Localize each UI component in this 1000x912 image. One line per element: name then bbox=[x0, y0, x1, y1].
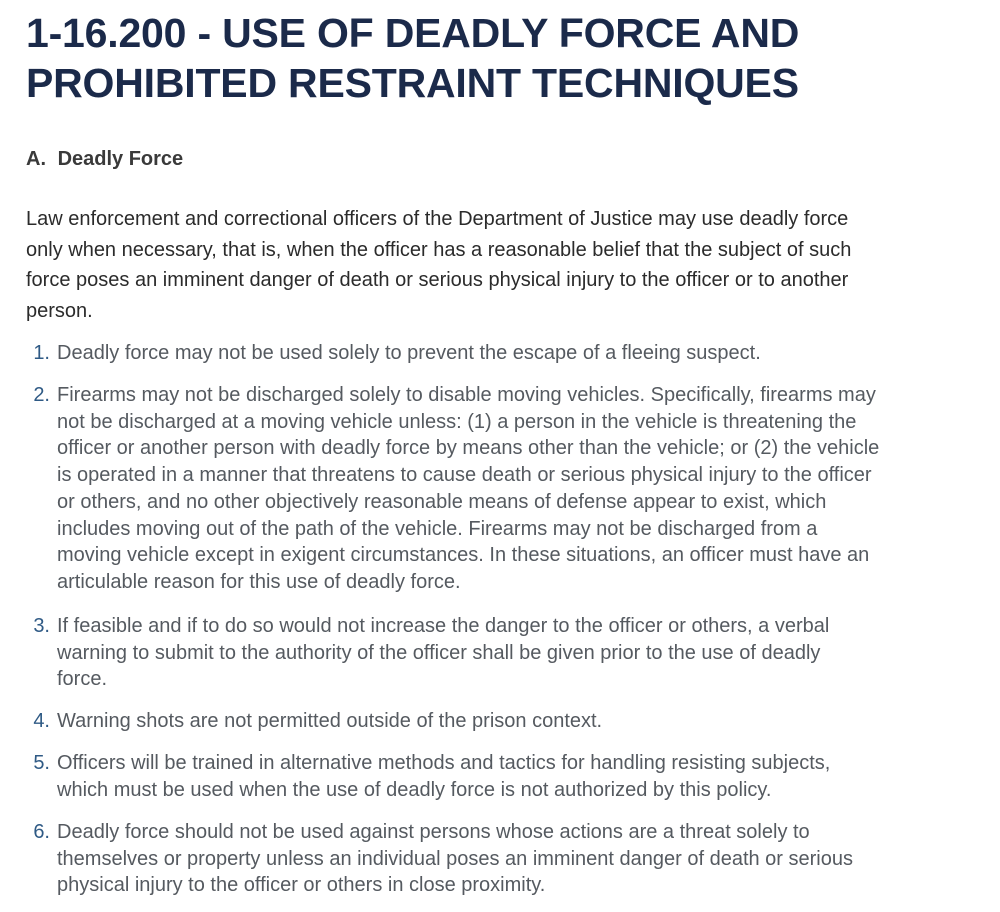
intro-line: Law enforcement and correctional officers of the Department of Justice may use deadly force bbox=[26, 208, 849, 230]
list-item-line: themselves or property unless an individual poses an imminent danger of death or serious bbox=[57, 847, 853, 870]
list-item-line: includes moving out of the path of the vehicle. Firearms may not be discharged from a bbox=[57, 517, 818, 540]
list-item-text bbox=[57, 382, 952, 596]
list-item-line: If feasible and if to do so would not increase the danger to the officer or others, a verbal bbox=[57, 615, 830, 637]
list-item-text bbox=[57, 340, 952, 367]
list-item-number: 3. bbox=[33, 615, 50, 637]
list-item-line: Deadly force should not be used against persons whose actions are a threat solely to bbox=[57, 821, 810, 843]
intro-paragraph bbox=[26, 204, 931, 326]
section-heading bbox=[26, 148, 183, 171]
intro-line: person. bbox=[26, 299, 93, 322]
list-item-line: Warning shots are not permitted outside of the prison context. bbox=[57, 710, 603, 732]
list-item-line: articulable reason for this use of deadly force. bbox=[57, 570, 461, 593]
intro-line: only when necessary, that is, when the officer has a reasonable belief that the subject of such bbox=[26, 238, 852, 261]
list-item-line: warning to submit to the authority of the officer shall be given prior to the use of deadly bbox=[57, 641, 821, 664]
section-label: A. bbox=[26, 148, 46, 170]
page-title bbox=[26, 8, 956, 108]
list-item-line: or others, and no other objectively reasonable means of defense appear to exist, which bbox=[57, 490, 827, 513]
list-item-number: 5. bbox=[33, 752, 50, 774]
list-item-line: Officers will be trained in alternative methods and tactics for handling resisting subjects, bbox=[57, 752, 831, 774]
list-item-line: physical injury to the officer or others in close proximity. bbox=[57, 874, 546, 897]
section-heading-text: Deadly Force bbox=[57, 148, 184, 170]
list-item-text bbox=[57, 819, 952, 899]
list-item-number: 1. bbox=[33, 342, 50, 364]
list-item-line: officer or another person with deadly force by means other than the vehicle; or (2) the vehicle bbox=[57, 437, 880, 460]
list-item-text bbox=[57, 708, 952, 735]
page-title-line-2: PROHIBITED RESTRAINT TECHNIQUES bbox=[26, 60, 799, 106]
document-page bbox=[26, 8, 956, 897]
list-item-line: is operated in a manner that threatens to cause death or serious physical injury to the officer bbox=[57, 464, 872, 487]
list-item-line: which must be used when the use of deadly force is not authorized by this policy. bbox=[57, 778, 772, 801]
list-item-number: 4. bbox=[33, 710, 50, 732]
list-item-text bbox=[57, 613, 952, 693]
list-item-line: Deadly force may not be used solely to prevent the escape of a fleeing suspect. bbox=[57, 342, 761, 364]
list-item-line: moving vehicle except in exigent circumstances. In these situations, an officer must have an bbox=[57, 544, 870, 567]
list-item-line: not be discharged at a moving vehicle unless: (1) a person in the vehicle is threatening the bbox=[57, 410, 857, 433]
list-item-text bbox=[57, 750, 952, 803]
list-item-number: 2. bbox=[33, 384, 50, 406]
list-item-number: 6. bbox=[33, 821, 50, 843]
list-item-line: Firearms may not be discharged solely to disable moving vehicles. Specifically, firearms may bbox=[57, 384, 876, 406]
intro-line: force poses an imminent danger of death or serious physical injury to the officer or to another bbox=[26, 269, 849, 291]
page-title-line-1: 1-16.200 - USE OF DEADLY FORCE AND bbox=[26, 10, 800, 56]
list-item-line: force. bbox=[57, 668, 108, 691]
